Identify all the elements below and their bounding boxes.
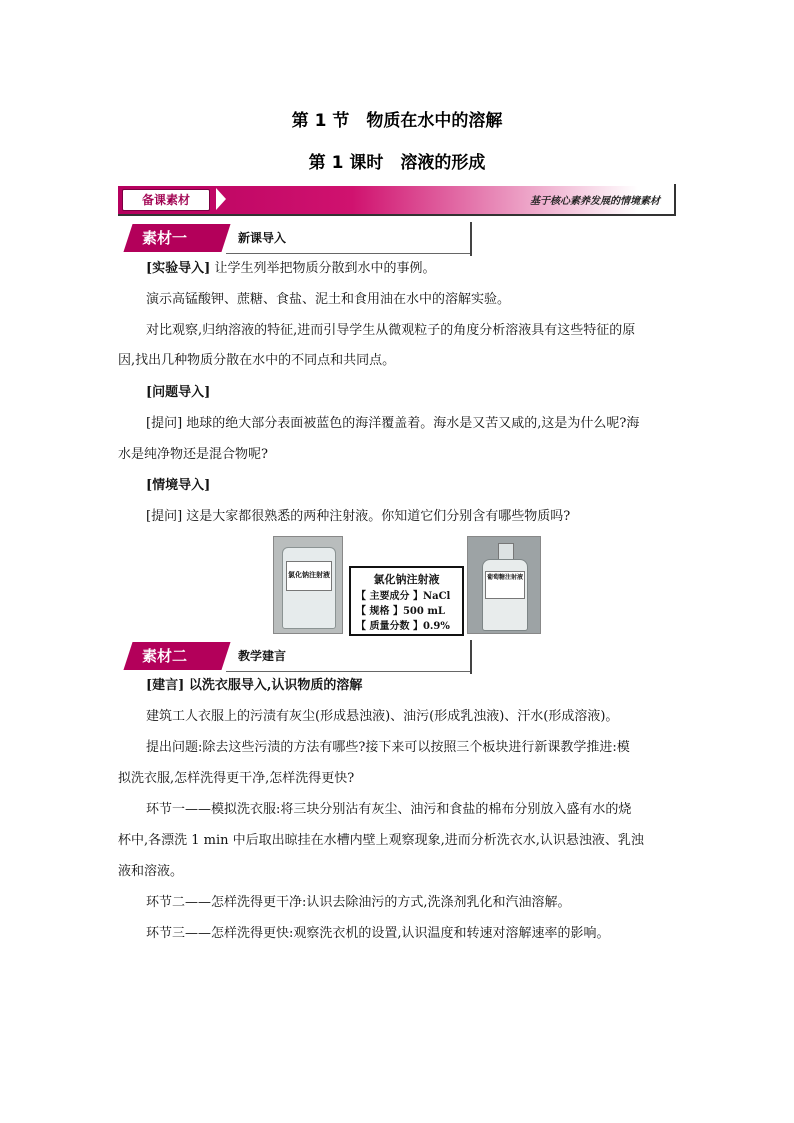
glucose-bottle-photo: 葡萄糖注射液 (467, 536, 541, 634)
section-name: 新课导入 (238, 231, 287, 245)
label-row: 【 规格 】500 mL (356, 606, 445, 617)
section-tab-label: 素材一 (142, 229, 188, 247)
label-heading: 氯化钠注射液 (373, 573, 440, 586)
paragraph: 因,找出几种物质分散在水中的不同点和共同点。 (118, 353, 396, 368)
section-header-1 (118, 220, 472, 256)
paragraph: 建筑工人衣服上的污渍有灰尘(形成悬浊液)、油污(形成乳浊液)、汗水(形成溶液)。 (146, 709, 619, 724)
subheading: [问题导入] (146, 385, 211, 400)
paragraph: 环节三——怎样洗得更快:观察洗衣机的设置,认识温度和转速对溶解速率的影响。 (146, 926, 610, 941)
banner-label: 备课素材 (122, 189, 210, 211)
banner-right-text: 基于核心素养发展的情境素材 (530, 196, 660, 207)
paragraph: [提问] 地球的绝大部分表面被蓝色的海洋覆盖着。海水是又苦又咸的,这是为什么呢?海 (146, 416, 640, 431)
paragraph: 环节一——模拟洗衣服:将三块分别沾有灰尘、油污和食盐的棉布分别放入盛有水的烧 (146, 802, 632, 817)
paragraph: 水是纯净物还是混合物呢? (118, 447, 268, 462)
chevron-right-icon (216, 188, 226, 210)
label-row: 【 主要成分 】NaCl (356, 591, 451, 602)
section-tab-label: 素材二 (142, 647, 188, 665)
label-box (349, 566, 464, 636)
paragraph: 液和溶液。 (118, 864, 184, 879)
subheading: [情境导入] (146, 478, 211, 493)
paragraph: 对比观察,归纳溶液的特征,进而引导学生从微观粒子的角度分析溶液具有这些特征的原 (146, 323, 636, 338)
section-name: 教学建言 (238, 649, 287, 663)
paragraph: 拟洗衣服,怎样洗得更干净,怎样洗得更快? (118, 771, 355, 786)
lesson-subtitle: 第 1 课时 溶液的形成 (308, 153, 486, 173)
paragraph: [实验导入] 让学生列举把物质分散到水中的事例。 (146, 261, 436, 276)
paragraph: 演示高锰酸钾、蔗糖、食盐、泥土和食用油在水中的溶解实验。 (146, 292, 511, 307)
paragraph: [提问] 这是大家都很熟悉的两种注射液。你知道它们分别含有哪些物质吗? (146, 509, 571, 524)
paragraph: 环节二——怎样洗得更干净:认识去除油污的方式,洗涤剂乳化和汽油溶解。 (146, 895, 571, 910)
material-banner (118, 184, 676, 216)
paragraph: 提出问题:除去这些污渍的方法有哪些?接下来可以按照三个板块进行新课教学推进:模 (146, 740, 630, 755)
saline-bottle-photo: 氯化钠注射液 (273, 536, 343, 634)
paragraph: 杯中,各漂洗 1 min 中后取出晾挂在水槽内壁上观察现象,进而分析洗衣水,认识悬浊液、乳浊 (118, 833, 644, 848)
subheading: [建言] 以洗衣服导入,认识物质的溶解 (146, 678, 363, 693)
lesson-title: 第 1 节 物质在水中的溶解 (291, 111, 503, 131)
label-row: 【 质量分数 】0.9% (356, 621, 450, 632)
section-header-2 (118, 638, 472, 674)
